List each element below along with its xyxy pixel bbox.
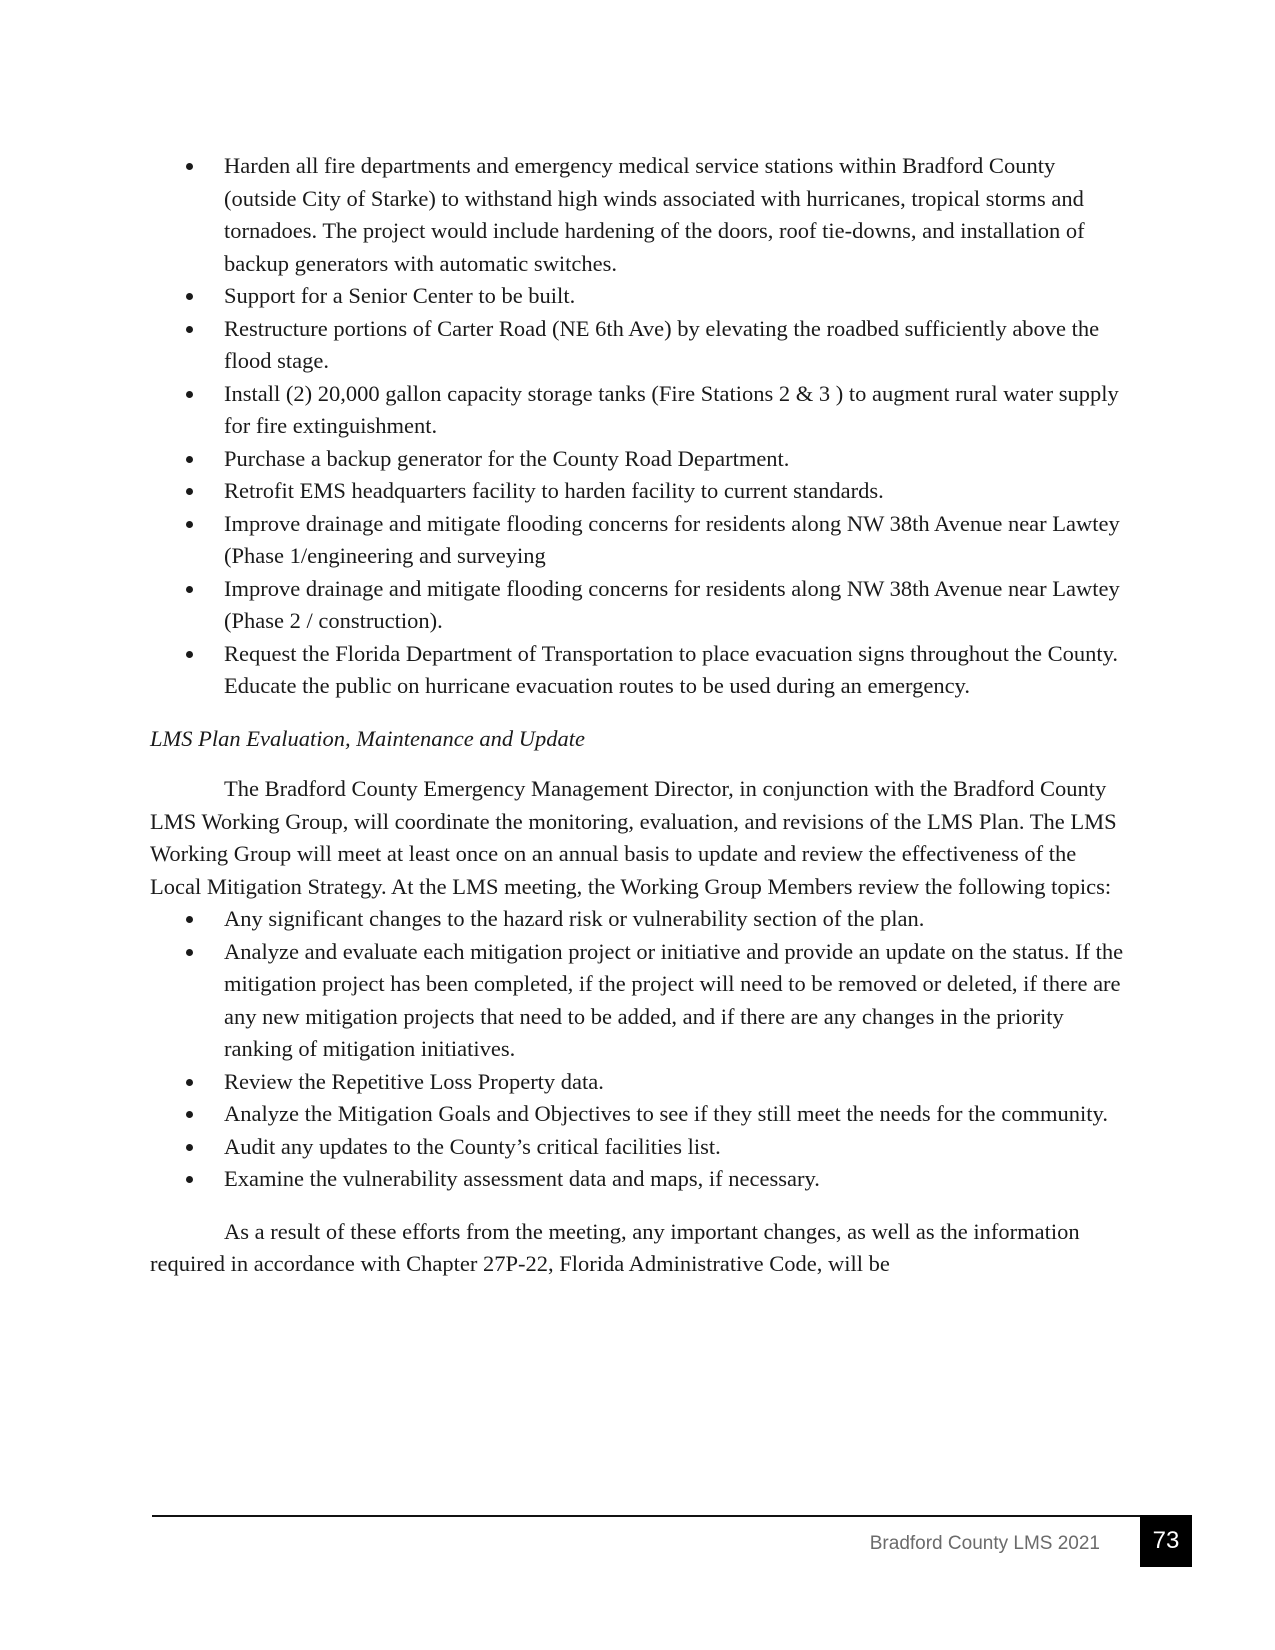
bullet-icon [186, 456, 193, 463]
body-paragraph: As a result of these efforts from the meeting, any important changes, as well as the information required in accordance with Chapter 27P-22, Florida Administrative Code, will be [150, 1218, 1080, 1276]
list-item [150, 280, 1130, 313]
list-item [150, 1098, 1130, 1131]
list-item [150, 638, 1130, 703]
bullet-icon [186, 521, 193, 528]
list-item [150, 936, 1130, 1066]
list-item [150, 378, 1130, 443]
list-item-text: Any significant changes to the hazard risk or vulnerability section of the plan. [224, 906, 925, 931]
bullet-icon [186, 1111, 193, 1118]
list-item-text: Analyze the Mitigation Goals and Objectives to see if they still meet the needs for the community. [224, 1101, 1108, 1126]
footer-title: Bradford County LMS 2021 [869, 1533, 1100, 1554]
bullet-icon [186, 326, 193, 333]
bullet-icon [186, 163, 193, 170]
list-item-text: Analyze and evaluate each mitigation project or initiative and provide an update on the status. If the mitigation project has been completed, if the project will need to be removed or deleted, if there are any new mitigation projects that need to be added, and if there are any changes in the priority ranking of mitigation initiatives. [224, 938, 1124, 1061]
list-item-text: Improve drainage and mitigate flooding concerns for residents along NW 38th Avenue near Lawtey (Phase 1/engineering and surveying [224, 510, 1120, 568]
footer-divider [152, 1515, 1192, 1517]
list-item [150, 443, 1130, 476]
list-item-text: Examine the vulnerability assessment data and maps, if necessary. [224, 1166, 820, 1191]
bullet-icon [186, 488, 193, 495]
list-item-text: Install (2) 20,000 gallon capacity storage tanks (Fire Stations 2 & 3 ) to augment rural water supply for fire extinguishment. [224, 380, 1119, 438]
bullet-icon [186, 293, 193, 300]
list-item-text: Harden all fire departments and emergency medical service stations within Bradford County (outside City of Starke) to withstand high winds associated with hurricanes, tropical storms and tornadoes. The project would include hardening of the doors, roof tie-downs, and installation of backup generators with automatic switches. [224, 153, 1085, 276]
bullet-icon [186, 391, 193, 398]
bullet-icon [186, 916, 193, 923]
page-number: 73 [1140, 1515, 1192, 1567]
review-topics-list [150, 903, 1130, 1196]
list-item [150, 313, 1130, 378]
bullet-icon [186, 1079, 193, 1086]
bullet-icon [186, 1176, 193, 1183]
list-item [150, 1066, 1130, 1099]
list-item [150, 150, 1130, 280]
bullet-icon [186, 1144, 193, 1151]
list-item-text: Restructure portions of Carter Road (NE 6th Ave) by elevating the roadbed sufficiently above the flood stage. [224, 315, 1100, 373]
project-list [150, 150, 1130, 703]
list-item [150, 1131, 1130, 1164]
bullet-icon [186, 586, 193, 593]
list-item [150, 573, 1130, 638]
list-item-text: Support for a Senior Center to be built. [224, 283, 576, 308]
list-item [150, 475, 1130, 508]
section-heading: LMS Plan Evaluation, Maintenance and Update [150, 725, 585, 751]
list-item-text: Review the Repetitive Loss Property data. [224, 1068, 604, 1094]
page-body [150, 150, 1130, 1281]
list-item-text: Purchase a backup generator for the County Road Department. [224, 445, 790, 471]
list-item-text: Retrofit EMS headquarters facility to harden facility to current standards. [224, 478, 884, 503]
list-item [150, 1163, 1130, 1196]
bullet-icon [186, 651, 193, 658]
list-item-text: Improve drainage and mitigate flooding concerns for residents along NW 38th Avenue near Lawtey (Phase 2 / construction). [224, 575, 1120, 633]
list-item [150, 903, 1130, 936]
body-paragraph: The Bradford County Emergency Management Director, in conjunction with the Bradford County LMS Working Group, will coordinate the monitoring, evaluation, and revisions of the LMS Plan. The LMS Working Group will meet at least once on an annual basis to update and review the effectiveness of the Local Mitigation Strategy. At the LMS meeting, the Working Group Members review the following topics: [150, 776, 1117, 899]
bullet-icon [186, 949, 193, 956]
list-item-text: Request the Florida Department of Transportation to place evacuation signs throughout the County. Educate the public on hurricane evacuation routes to be used during an emergency. [224, 640, 1119, 698]
list-item-text: Audit any updates to the County’s critical facilities list. [224, 1133, 721, 1159]
list-item [150, 508, 1130, 573]
